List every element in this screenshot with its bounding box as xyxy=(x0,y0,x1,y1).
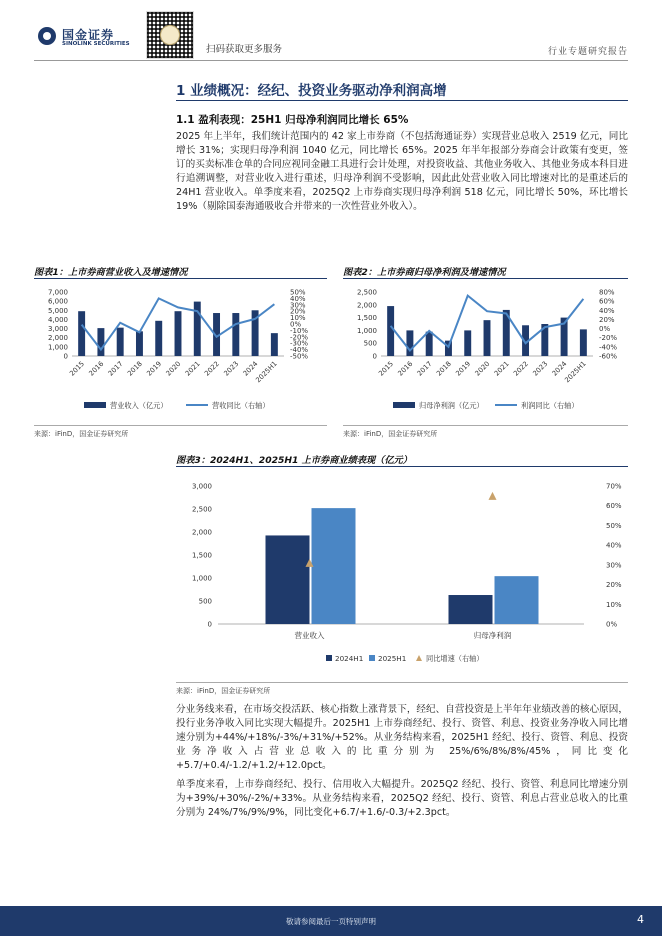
chart3-ytick: 3,000 xyxy=(191,482,212,491)
chart3-xtick: 营业收入 xyxy=(294,631,325,640)
chart1-y2tick: 40% xyxy=(290,294,306,303)
chart3-ytick: 2,500 xyxy=(191,505,212,514)
chart1-bar xyxy=(232,313,239,356)
chart2-ytick: 2,500 xyxy=(356,288,377,297)
fig2-source: 来源：iFinD，国金证券研究所 xyxy=(343,430,438,438)
chart1-legend-bar-label: 营业收入（亿元） xyxy=(110,401,168,410)
chart1-bar xyxy=(117,328,124,356)
footer-disclaimer[interactable]: 敬请参阅最后一页特别声明 xyxy=(286,917,376,926)
chart1-y2tick: -20% xyxy=(290,333,309,342)
chart-3 xyxy=(176,472,628,678)
chart1-bar xyxy=(136,331,143,356)
chart3-legend-2025h1-swatch xyxy=(369,655,375,661)
chart3-y2tick: 50% xyxy=(606,521,622,530)
fig1-title: 图表1：上市券商营业收入及增速情况 xyxy=(34,267,188,278)
chart2-ytick: 0 xyxy=(372,352,377,361)
chart3-y2tick: 40% xyxy=(606,541,622,550)
fig2-title-underline xyxy=(343,278,628,279)
chart1-y2tick: 30% xyxy=(290,301,306,310)
chart3-ytick: 2,000 xyxy=(191,528,212,537)
chart2-bar xyxy=(387,306,394,356)
fig1-source: 来源：iFinD，国金证券研究所 xyxy=(34,430,129,438)
chart2-xtick: 2022 xyxy=(512,359,530,378)
chart3-ytick: 1,500 xyxy=(191,551,212,560)
chart3-legend-growth-swatch xyxy=(416,655,422,661)
chart3-legend-growth-label: 同比增速（右轴） xyxy=(426,654,484,663)
chart3-bar-2025h1 xyxy=(312,508,356,624)
chart1-ytick: 3,000 xyxy=(47,325,68,334)
chart3-bar-2024h1 xyxy=(449,595,493,624)
chart2-y2tick: 80% xyxy=(599,288,615,297)
subsection-title: 1.1 盈利表现：25H1 归母净利润同比增长 65% xyxy=(176,114,409,126)
chart2-xtick: 2018 xyxy=(434,359,453,378)
chart1-bar xyxy=(175,311,182,356)
chart2-ytick: 2,000 xyxy=(356,301,377,310)
chart2-legend-bar-swatch xyxy=(393,402,415,408)
chart1-xtick: 2020 xyxy=(164,359,183,378)
chart2-ytick: 1,500 xyxy=(356,314,377,323)
chart2-y2tick: 0% xyxy=(599,325,611,334)
fig3-source: 来源：iFinD，国金证券研究所 xyxy=(176,687,271,695)
chart2-bar xyxy=(484,320,491,356)
chart3-y2tick: 20% xyxy=(606,581,622,590)
chart1-ytick: 0 xyxy=(63,352,68,361)
chart1-legend-bar-swatch xyxy=(84,402,106,408)
chart1-xtick: 2017 xyxy=(106,359,125,378)
chart1-xtick: 2023 xyxy=(222,359,241,378)
chart2-xtick: 2015 xyxy=(377,359,396,378)
chart1-bar xyxy=(271,333,278,356)
chart2-y2tick: -20% xyxy=(599,334,618,343)
paragraph-1: 2025 年上半年，我们统计范围内的 42 家上市券商（不包括海通证券）实现营业总收入 2519 亿元，同比增长 31%；实现归母净利润 1040 亿元，同比增长 65%。2025 年半年报部分券商会计政策有变更，签订的买卖标准仓单的合同应视同金融工具进行会计处理，对投资收益、其他业务收入、其他业务成本科目进行追溯调整，对营业收入进行重述，归母净利润不受影响，因此此处营业收入同比增速对比的是重述后的 24H1 营业收入。单季度来看，2025Q2 上市券商实现归母净利润 518 亿元，同比增长 50%，环比增长 19%（剔除国泰海通吸收合并带来的一次性营业外收入）。 xyxy=(176,131,628,212)
header-divider xyxy=(34,60,628,61)
chart1-bar xyxy=(155,321,162,356)
logo-icon xyxy=(38,27,56,45)
chart3-bar-2024h1 xyxy=(266,535,310,624)
chart2-bar xyxy=(580,329,587,356)
chart1-y2tick: -10% xyxy=(290,326,309,335)
fig2-title: 图表2：上市券商归母净利润及增速情况 xyxy=(343,267,506,278)
logo-cn: 国金证券 xyxy=(62,28,115,42)
chart1-ytick: 4,000 xyxy=(47,315,68,324)
chart1-ytick: 1,000 xyxy=(47,343,68,352)
chart1-ytick: 5,000 xyxy=(47,306,68,315)
paragraph-2: 分业务线来看，在市场交投活跃、核心指数上涨背景下，经纪、自营投资是上半年年业绩改善的核心原因，投行业务净收入同比实现大幅提升。2025H1 上市券商经纪、投行、资管、利息、投资业务净收入同比增速分别为+44%/+18%/-3%/+31%/+52%。从业务结构来看，2025H1 经纪、投行、资管、利息、投资业务净收入占营业总收入的比重分别为 25%/6%/8%/8%/45%，同比变化+5.7/+0.4/-1.2/+1.2/+12.0pct。 xyxy=(176,704,628,771)
chart3-y2tick: 60% xyxy=(606,502,622,511)
chart2-xtick: 2024 xyxy=(550,359,569,378)
chart2-xtick: 2017 xyxy=(415,359,434,378)
chart3-legend-2024h1-label: 2024H1 xyxy=(335,654,364,663)
chart3-y2tick: 10% xyxy=(606,600,622,609)
chart1-ytick: 2,000 xyxy=(47,334,68,343)
chart3-ytick: 1,000 xyxy=(191,574,212,583)
logo-en: SINOLINK SECURITIES xyxy=(62,41,130,47)
chart1-xtick: 2022 xyxy=(203,359,221,378)
fig3-bottom-line xyxy=(176,682,628,683)
chart1-y2tick: 20% xyxy=(290,307,306,316)
report-type-label: 行业专题研究报告 xyxy=(547,47,628,57)
fig3-title: 图表3：2024H1、2025H1 上市券商业绩表现（亿元） xyxy=(176,455,412,466)
page-number: 4 xyxy=(637,913,644,926)
chart3-bar-2025h1 xyxy=(495,576,539,624)
chart1-xtick: 2021 xyxy=(183,359,202,378)
chart3-xtick: 归母净利润 xyxy=(473,631,512,640)
chart1-y2tick: -30% xyxy=(290,339,309,348)
chart-1 xyxy=(34,282,327,422)
chart1-y2tick: -40% xyxy=(290,346,309,355)
section-title: 1 业绩概况：经纪、投资业务驱动净利润高增 xyxy=(176,83,447,99)
chart2-ytick: 1,000 xyxy=(356,326,377,335)
qr-center-badge xyxy=(160,25,180,45)
chart3-growth-marker xyxy=(489,492,497,500)
chart1-xtick: 2024 xyxy=(241,359,260,378)
chart3-y2tick: 30% xyxy=(606,561,622,570)
chart3-legend-2024h1-swatch xyxy=(326,655,332,661)
chart2-legend-bar-label: 归母净利润（亿元） xyxy=(419,401,484,410)
chart1-ytick: 7,000 xyxy=(47,288,68,297)
chart3-legend-2025h1-label: 2025H1 xyxy=(378,654,407,663)
chart2-xtick: 2025H1 xyxy=(563,359,588,385)
chart2-bar xyxy=(426,332,433,356)
chart1-legend-line-label: 营收同比（右轴） xyxy=(212,401,270,410)
chart2-bar xyxy=(464,330,471,356)
chart2-xtick: 2020 xyxy=(473,359,492,378)
chart2-y2tick: 60% xyxy=(599,297,615,306)
chart2-xtick: 2019 xyxy=(454,359,473,378)
chart3-y2tick: 70% xyxy=(606,482,622,491)
chart1-xtick: 2016 xyxy=(87,359,106,378)
chart2-xtick: 2021 xyxy=(492,359,511,378)
chart2-y2tick: 20% xyxy=(599,315,615,324)
fig1-bottom-line xyxy=(34,425,327,426)
chart3-ytick: 0 xyxy=(207,620,212,629)
chart1-bar xyxy=(78,311,85,356)
chart1-xtick: 2015 xyxy=(68,359,87,378)
chart2-y2tick: -60% xyxy=(599,352,618,361)
chart2-ytick: 500 xyxy=(363,339,377,348)
chart1-y2tick: 10% xyxy=(290,314,306,323)
chart1-ytick: 6,000 xyxy=(47,297,68,306)
fig1-title-underline xyxy=(34,278,327,279)
chart2-xtick: 2016 xyxy=(396,359,415,378)
chart2-y2tick: 40% xyxy=(599,306,615,315)
chart2-bar xyxy=(406,330,413,356)
chart1-y2tick: -50% xyxy=(290,352,309,361)
section-title-underline xyxy=(176,100,628,101)
fig2-bottom-line xyxy=(343,425,628,426)
chart3-ytick: 500 xyxy=(198,597,212,606)
chart3-y2tick: 0% xyxy=(606,620,618,629)
chart2-xtick: 2023 xyxy=(531,359,550,378)
chart2-legend-line-label: 利润同比（右轴） xyxy=(521,401,579,410)
paragraph-3: 单季度来看，上市券商经纪、投行、信用收入大幅提升。2025Q2 经纪、投行、资管、利息同比增速分别为+39%/+30%/-2%/+33%。从业务结构来看，2025Q2 经纪、投行、资管、利息占营业总收入的比重分别为 24%/7%/9%/9%，同比变化+6.7/+1.6/-0.3/+2.3pct。 xyxy=(176,779,628,818)
chart1-xtick: 2025H1 xyxy=(254,359,279,385)
scan-text: 扫码获取更多服务 xyxy=(206,44,283,55)
chart1-xtick: 2019 xyxy=(145,359,164,378)
chart1-y2tick: 50% xyxy=(290,288,306,297)
chart2-y2tick: -40% xyxy=(599,343,618,352)
chart1-bar xyxy=(97,328,104,356)
chart1-xtick: 2018 xyxy=(125,359,144,378)
fig3-title-underline xyxy=(176,466,628,467)
chart-2 xyxy=(343,282,628,422)
chart1-y2tick: 0% xyxy=(290,320,302,329)
